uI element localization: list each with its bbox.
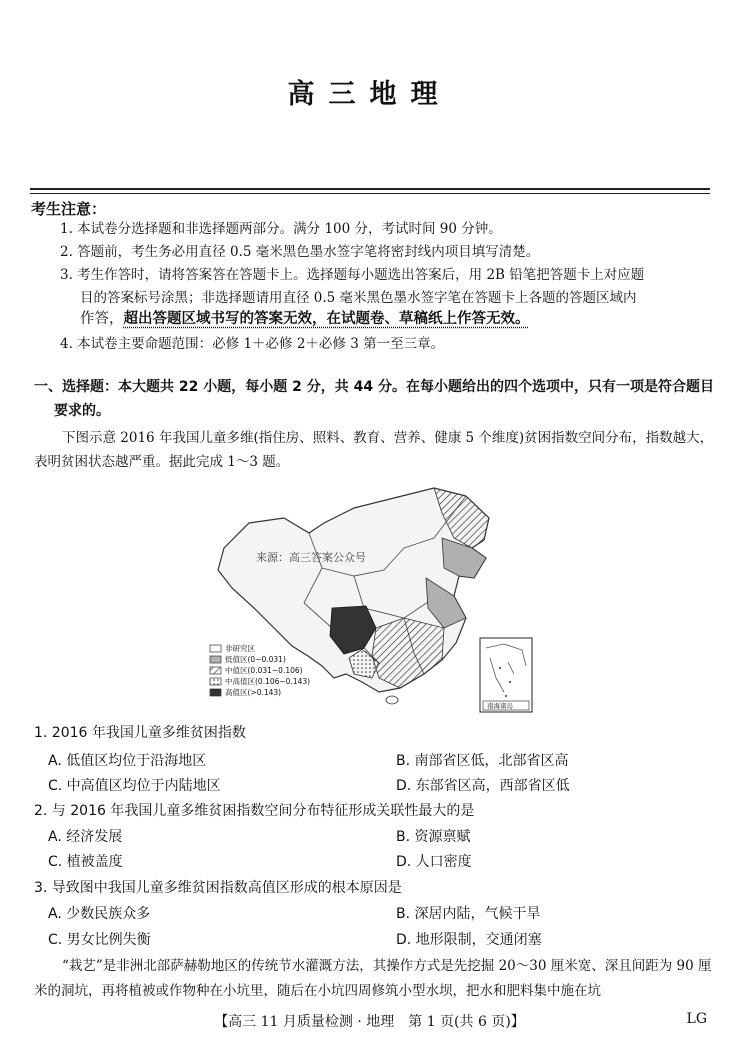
page-title: 高三地理	[287, 79, 452, 110]
notice-item-3-cont: 目的答案标号涂黑；非选择题请用直径 0.5 毫米黑色墨水签字笔在答题卡上各题的答题区域内	[80, 290, 637, 306]
q2-option-d: D. 人口密度	[396, 854, 472, 870]
map-legend	[210, 643, 310, 697]
q3-option-a: A. 少数民族众多	[48, 906, 151, 922]
q2-option-a: A. 经济发展	[48, 829, 123, 845]
header-rule-thin	[30, 193, 710, 194]
question-2-stem: 2. 与 2016 年我国儿童多维贫困指数空间分布特征形成关联性最大的是	[34, 803, 475, 819]
inset-label: 南海诸岛	[487, 702, 513, 710]
notice-item-3-end: 作答，超出答题区域书写的答案无效，在试题卷、草稿纸上作答无效。	[80, 311, 530, 327]
notice-bold-warning: 超出答题区域书写的答案无效，在试题卷、草稿纸上作答无效。	[123, 311, 530, 327]
page-footer: 【高三 11 月质量检测 · 地理 第 1 页(共 6 页)】	[214, 1014, 525, 1030]
legend-item-1: 非研究区	[225, 644, 255, 653]
q3-option-d: D. 地形限制，交通闭塞	[396, 932, 542, 948]
south-sea-inset	[480, 638, 532, 712]
q3-option-c: C. 男女比例失衡	[48, 932, 151, 948]
intro-paragraph: 下图示意 2016 年我国儿童多维(指住房、照料、教育、营养、健康 5 个维度)贫困指数空间分布，指数越大，表明贫困状态越严重。据此完成 1～3 题。	[34, 430, 714, 470]
q1-option-a: A. 低值区均位于沿海地区	[48, 753, 207, 769]
q1-option-d: D. 东部省区高，西部省区低	[396, 778, 570, 794]
section-heading: 一、选择题：本大题共 22 小题，每小题 2 分，共 44 分。在每小题给出的四个选项中，只有一项是符合题目 要求的。	[34, 379, 714, 419]
region-hainan	[386, 696, 398, 704]
region-south-mid	[372, 618, 444, 688]
q3-option-b: B. 深居内陆，气候干旱	[396, 906, 541, 922]
header-rule-thick	[30, 188, 710, 190]
legend-item-2: 低值区(0~0.031)	[225, 655, 286, 664]
legend-item-5: 高值区(>0.143)	[225, 688, 282, 697]
notice-item-3: 3. 考生作答时，请将答案答在答题卡上。选择题每小题选出答案后，用 2B 铅笔把答题卡上对应题	[60, 267, 645, 283]
q2-option-c: C. 植被盖度	[48, 854, 123, 870]
notice-item-1: 1. 本试卷分选择题和非选择题两部分。满分 100 分，考试时间 90 分钟。	[60, 221, 502, 237]
notice-item-2: 2. 答题前，考生务必用直径 0.5 毫米黑色墨水签字笔将密封线内项目填写清楚。	[60, 244, 540, 260]
question-1-stem: 1. 2016 年我国儿童多维贫困指数	[34, 725, 246, 741]
legend-item-4: 中高值区(0.106~0.143)	[225, 677, 311, 686]
notice-heading: 考生注意：	[31, 200, 107, 218]
q2-option-b: B. 资源禀赋	[396, 829, 471, 845]
notice-item-4: 4. 本试卷主要命题范围：必修 1＋必修 2＋必修 3 第一至三章。	[60, 336, 445, 352]
q1-option-c: C. 中高值区均位于内陆地区	[48, 778, 221, 794]
footer-code: LG	[686, 1011, 707, 1027]
map-figure	[204, 478, 538, 716]
question-3-stem: 3. 导致图中我国儿童多维贫困指数高值区形成的根本原因是	[34, 880, 402, 896]
china-poverty-map	[204, 478, 538, 716]
legend-item-3: 中值区(0.031~0.106)	[225, 666, 303, 675]
map-watermark: 来源：高三答案公众号	[256, 551, 366, 564]
q1-option-b: B. 南部省区低，北部省区高	[396, 753, 569, 769]
passage-paragraph: “栽艺”是非洲北部萨赫勒地区的传统节水灌溉方法，其操作方式是先挖掘 20～30 厘米宽、深且间距为 90 厘米的洞坑，再将植被或作物种在小坑里，随后在小坑四周修筑小型水坝，把水和肥料集中施在坑	[34, 958, 712, 999]
